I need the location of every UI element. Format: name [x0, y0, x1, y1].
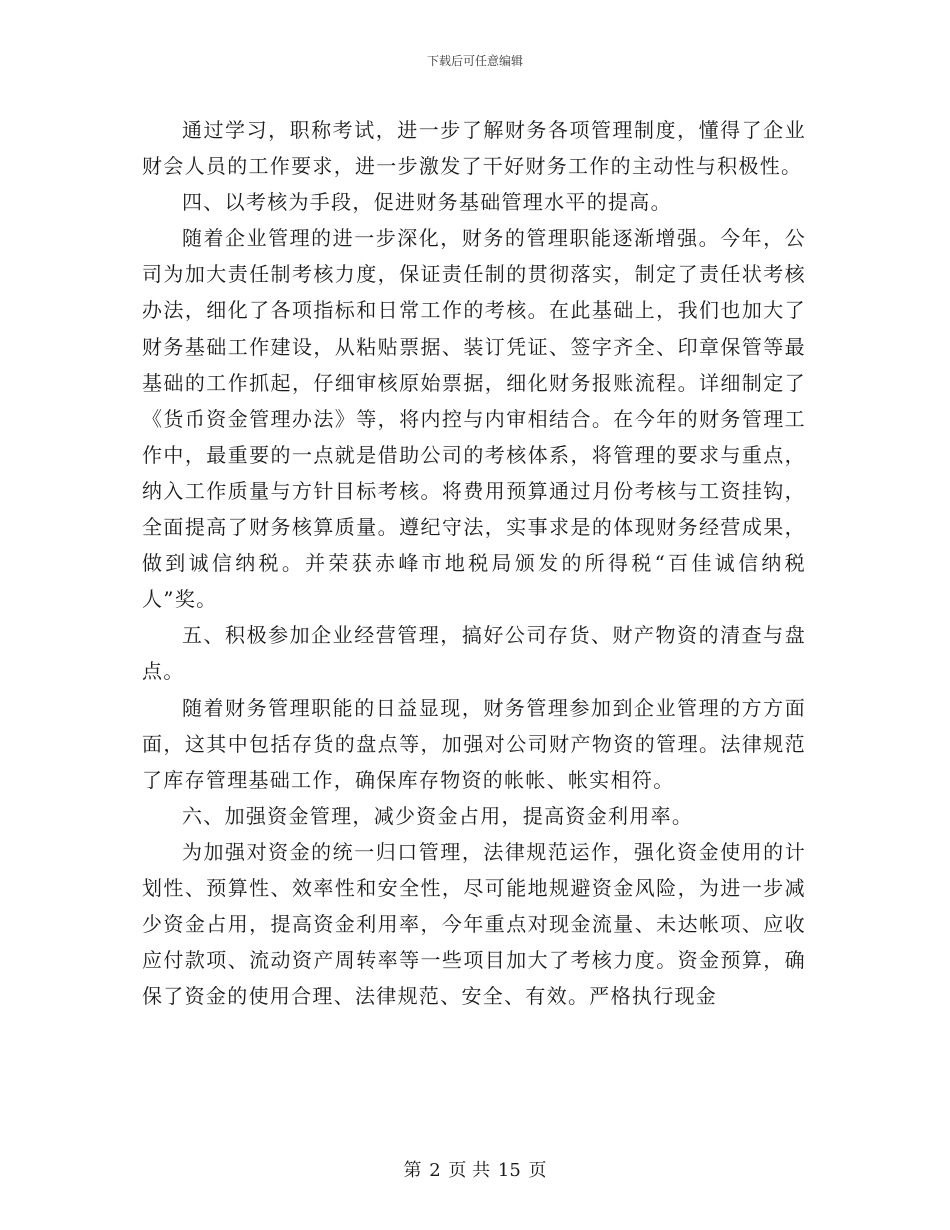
footer-middle: 页 共: [448, 1160, 491, 1181]
section-heading-4: 四、以考核为手段，促进财务基础管理水平的提高。: [182, 190, 672, 215]
paragraph-study: 通过学习，职称考试，进一步了解财务各项管理制度，懂得了企业财会人员的工作要求，进一步激发了干好财务工作的主动性与积极性。: [142, 118, 806, 179]
footer-prefix: 第: [403, 1160, 422, 1181]
page-number: 2: [429, 1160, 441, 1181]
page-footer: [0, 1156, 950, 1182]
document-body: [142, 112, 806, 1014]
section-heading-5: 五、积极参加企业经营管理，搞好公司存货、财产物资的清查与盘点。: [142, 623, 806, 684]
page-header: 下载后可任意编辑: [426, 54, 523, 68]
paragraph-funds: 为加强对资金的统一归口管理，法律规范运作，强化资金使用的计划性、预算性、效率性和安全性，尽可能地规避资金风险，为进一步减少资金占用，提高资金利用率，今年重点对现金流量、未达帐项、应收应付款项、流动资产周转率等一些项目加大了考核力度。资金预算，确保了资金的使用合理、法律规范、安全、有效。严格执行现金: [142, 839, 806, 1009]
section-heading-6: 六、加强资金管理，减少资金占用，提高资金利用率。: [182, 803, 694, 828]
paragraph-assessment: 随着企业管理的进一步深化，财务的管理职能逐渐增强。今年，公司为加大责任制考核力度，保证责任制的贯彻落实，制定了责任状考核办法，细化了各项指标和日常工作的考核。在此基础上，我们也加大了财务基础工作建设，从粘贴票据、装订凭证、签字齐全、印章保管等最基础的工作抓起，仔细审核原始票据，细化财务报账流程。详细制定了《货币资金管理办法》等，将内控与内审相结合。在今年的财务管理工作中，最重要的一点就是借助公司的考核体系，将管理的要求与重点，纳入工作质量与方针目标考核。将费用预算通过月份考核与工资挂钩，全面提高了财务核算质量。遵纪守法，实事求是的体现财务经营成果，做到诚信纳税。并荣获赤峰市地税局颁发的所得税“百佳诚信纳税人”奖。: [142, 226, 806, 612]
total-pages: 15: [497, 1160, 521, 1181]
footer-suffix: 页: [528, 1160, 547, 1181]
paragraph-inventory: 随着财务管理职能的日益显现，财务管理参加到企业管理的方方面面，这其中包括存货的盘点等，加强对公司财产物资的管理。法律规范了库存管理基础工作，确保库存物资的帐帐、帐实相符。: [142, 695, 806, 792]
